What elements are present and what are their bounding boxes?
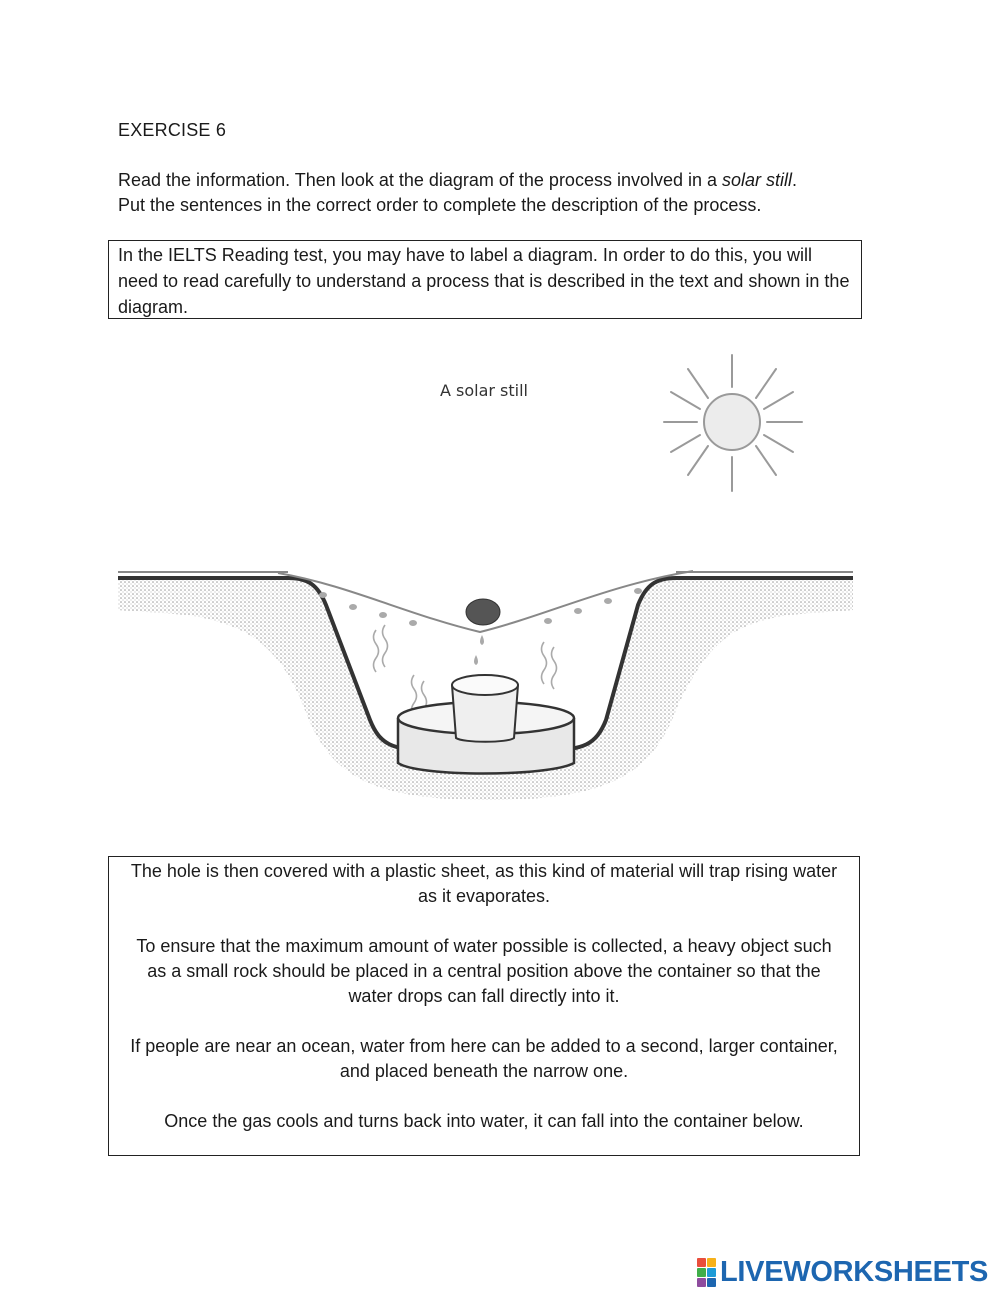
- sentence-1: The hole is then covered with a plastic sheet, as this kind of material will trap rising water as it evaporates.: [130, 861, 838, 906]
- narrow-container: [452, 675, 518, 742]
- logo-blocks-icon: [697, 1258, 716, 1287]
- info-box: [108, 240, 862, 319]
- instruction-text-before: Read the information. Then look at the diagram of the process involved in a: [118, 170, 723, 190]
- sentence-3: If people are near an ocean, water from here can be added to a second, larger container, and placed beneath the narrow one.: [130, 1036, 838, 1081]
- instructions: [118, 168, 878, 218]
- sun-icon: [664, 355, 802, 491]
- liveworksheets-logo: [697, 1256, 988, 1289]
- sentence-2: To ensure that the maximum amount of water possible is collected, a heavy object such as a small rock should be placed in a central position above the container so that the water drops can fall directly into it.: [136, 936, 832, 1006]
- sentence-4: Once the gas cools and turns back into water, it can fall into the container below.: [164, 1111, 804, 1131]
- diagram-title: A solar still: [439, 381, 529, 400]
- exercise-heading: EXERCISE 6: [118, 120, 227, 140]
- instruction-term-italic: solar still: [722, 170, 793, 190]
- info-box-text: In the IELTS Reading test, you may have to label a diagram. In order to do this, you will need to read carefully to understand a process that is described in the text and shown in the diagram.: [118, 245, 850, 317]
- solar-still-diagram: [108, 345, 868, 815]
- sentence-box: [108, 856, 860, 1156]
- rock-icon: [466, 599, 500, 625]
- instruction-line-1: [118, 168, 878, 193]
- logo-brand-text: LIVEWORKSHEETS: [720, 1256, 989, 1288]
- instruction-text-after: .: [792, 170, 798, 190]
- instruction-line-2: Put the sentences in the correct order to complete the description of the process.: [118, 195, 762, 215]
